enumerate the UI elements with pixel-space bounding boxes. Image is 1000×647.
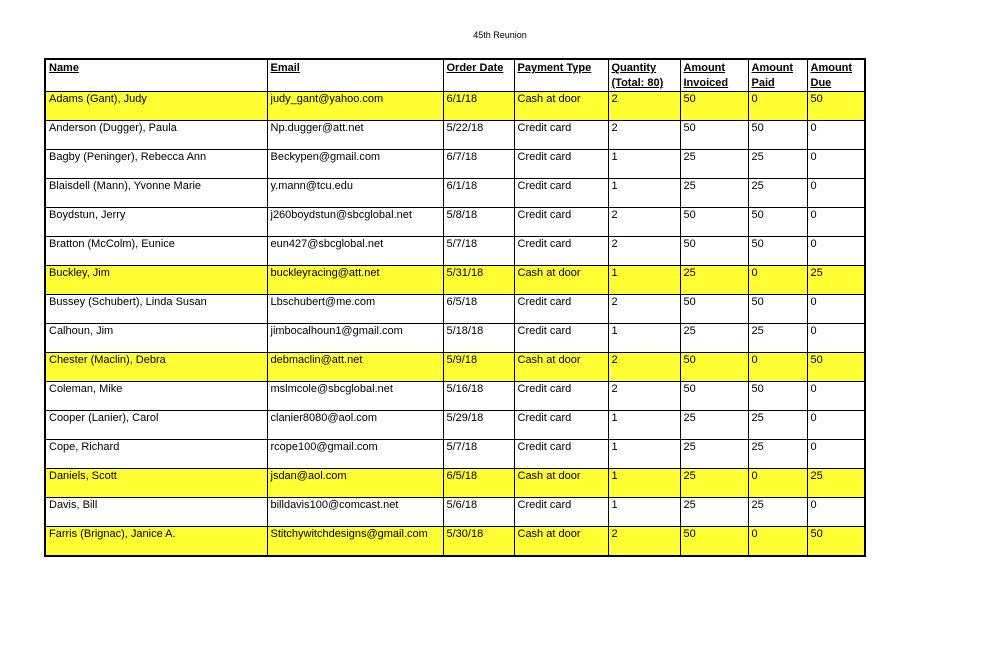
column-header-amount-due: Amount Due [807, 59, 865, 92]
amount-due-cell: 50 [807, 353, 865, 382]
name-cell: Blaisdell (Mann), Yvonne Marie [45, 179, 267, 208]
amount-invoiced-cell: 50 [680, 121, 748, 150]
page-title: 45th Reunion [473, 30, 527, 40]
order-date-cell: 6/5/18 [443, 469, 514, 498]
name-cell: Boydstun, Jerry [45, 208, 267, 237]
amount-invoiced-cell: 25 [680, 150, 748, 179]
email-cell: Beckypen@gmail.com [267, 150, 443, 179]
order-date-cell: 5/16/18 [443, 382, 514, 411]
order-date-cell: 5/31/18 [443, 266, 514, 295]
amount-paid-cell: 0 [748, 92, 807, 121]
name-cell: Calhoun, Jim [45, 324, 267, 353]
name-cell: Farris (Brignac), Janice A. [45, 527, 267, 557]
table-row [45, 266, 865, 295]
order-date-cell: 5/30/18 [443, 527, 514, 557]
amount-due-cell: 0 [807, 498, 865, 527]
amount-invoiced-cell: 50 [680, 237, 748, 266]
table-row [45, 498, 865, 527]
quantity-cell: 2 [608, 208, 680, 237]
payment-type-cell: Credit card [514, 150, 608, 179]
email-cell: j260boydstun@sbcglobal.net [267, 208, 443, 237]
amount-invoiced-cell: 25 [680, 266, 748, 295]
table-row [45, 92, 865, 121]
order-date-cell: 6/5/18 [443, 295, 514, 324]
table-row [45, 353, 865, 382]
table-row [45, 295, 865, 324]
amount-paid-cell: 25 [748, 324, 807, 353]
quantity-cell: 1 [608, 324, 680, 353]
order-date-cell: 5/8/18 [443, 208, 514, 237]
email-cell: judy_gant@yahoo.com [267, 92, 443, 121]
reunion-table [44, 58, 866, 557]
amount-invoiced-cell: 25 [680, 179, 748, 208]
order-date-cell: 5/9/18 [443, 353, 514, 382]
amount-paid-cell: 50 [748, 121, 807, 150]
email-cell: Np.dugger@att.net [267, 121, 443, 150]
amount-due-cell: 0 [807, 295, 865, 324]
amount-due-cell: 0 [807, 150, 865, 179]
table-row [45, 208, 865, 237]
table-row [45, 150, 865, 179]
payment-type-cell: Credit card [514, 295, 608, 324]
payment-type-cell: Credit card [514, 411, 608, 440]
email-cell: buckleyracing@att.net [267, 266, 443, 295]
payment-type-cell: Cash at door [514, 266, 608, 295]
table-row [45, 179, 865, 208]
payment-type-cell: Cash at door [514, 353, 608, 382]
amount-paid-cell: 0 [748, 527, 807, 557]
quantity-cell: 1 [608, 469, 680, 498]
name-cell: Chester (Maclin), Debra [45, 353, 267, 382]
email-cell: Lbschubert@me.com [267, 295, 443, 324]
table-row [45, 382, 865, 411]
header-row [45, 59, 865, 92]
quantity-cell: 2 [608, 237, 680, 266]
amount-paid-cell: 25 [748, 411, 807, 440]
column-header-payment-type: Payment Type [514, 59, 608, 92]
amount-due-cell: 0 [807, 121, 865, 150]
payment-type-cell: Cash at door [514, 527, 608, 557]
payment-type-cell: Credit card [514, 382, 608, 411]
amount-due-cell: 25 [807, 266, 865, 295]
payment-type-cell: Credit card [514, 324, 608, 353]
payment-type-cell: Credit card [514, 440, 608, 469]
amount-invoiced-cell: 50 [680, 382, 748, 411]
name-cell: Bussey (Schubert), Linda Susan [45, 295, 267, 324]
payment-type-cell: Credit card [514, 498, 608, 527]
name-cell: Anderson (Dugger), Paula [45, 121, 267, 150]
table-row [45, 440, 865, 469]
table-row [45, 469, 865, 498]
amount-invoiced-cell: 25 [680, 440, 748, 469]
amount-paid-cell: 0 [748, 353, 807, 382]
amount-due-cell: 25 [807, 469, 865, 498]
email-cell: Stitchywitchdesigns@gmail.com [267, 527, 443, 557]
payment-type-cell: Cash at door [514, 92, 608, 121]
quantity-cell: 1 [608, 150, 680, 179]
amount-paid-cell: 50 [748, 237, 807, 266]
email-cell: jsdan@aol.com [267, 469, 443, 498]
amount-due-cell: 0 [807, 179, 865, 208]
table-body [45, 92, 865, 557]
order-date-cell: 5/7/18 [443, 237, 514, 266]
order-date-cell: 5/18/18 [443, 324, 514, 353]
column-header-amount-paid: Amount Paid [748, 59, 807, 92]
amount-paid-cell: 0 [748, 469, 807, 498]
payment-type-cell: Credit card [514, 179, 608, 208]
order-date-cell: 5/22/18 [443, 121, 514, 150]
email-cell: clanier8080@aol.com [267, 411, 443, 440]
email-cell: rcope100@gmail.com [267, 440, 443, 469]
amount-invoiced-cell: 25 [680, 411, 748, 440]
amount-paid-cell: 25 [748, 179, 807, 208]
email-cell: eun427@sbcglobal.net [267, 237, 443, 266]
quantity-cell: 1 [608, 411, 680, 440]
order-date-cell: 5/7/18 [443, 440, 514, 469]
quantity-cell: 1 [608, 440, 680, 469]
quantity-cell: 2 [608, 92, 680, 121]
table-row [45, 121, 865, 150]
amount-due-cell: 0 [807, 440, 865, 469]
name-cell: Cope, Richard [45, 440, 267, 469]
amount-due-cell: 0 [807, 237, 865, 266]
amount-paid-cell: 25 [748, 440, 807, 469]
amount-due-cell: 50 [807, 92, 865, 121]
name-cell: Buckley, Jim [45, 266, 267, 295]
amount-invoiced-cell: 25 [680, 498, 748, 527]
amount-paid-cell: 50 [748, 295, 807, 324]
quantity-cell: 1 [608, 266, 680, 295]
amount-paid-cell: 0 [748, 266, 807, 295]
amount-invoiced-cell: 50 [680, 527, 748, 557]
payment-type-cell: Credit card [514, 121, 608, 150]
name-cell: Daniels, Scott [45, 469, 267, 498]
email-cell: mslmcole@sbcglobal.net [267, 382, 443, 411]
name-cell: Coleman, Mike [45, 382, 267, 411]
amount-paid-cell: 50 [748, 382, 807, 411]
column-header-order-date: Order Date [443, 59, 514, 92]
email-cell: jimbocalhoun1@gmail.com [267, 324, 443, 353]
amount-paid-cell: 50 [748, 208, 807, 237]
name-cell: Bratton (McColm), Eunice [45, 237, 267, 266]
order-date-cell: 6/1/18 [443, 179, 514, 208]
amount-due-cell: 0 [807, 208, 865, 237]
amount-due-cell: 0 [807, 382, 865, 411]
amount-invoiced-cell: 50 [680, 353, 748, 382]
column-header-quantity: Quantity (Total: 80) [608, 59, 680, 92]
order-date-cell: 6/7/18 [443, 150, 514, 179]
payment-type-cell: Cash at door [514, 469, 608, 498]
column-header-email: Email [267, 59, 443, 92]
amount-due-cell: 0 [807, 411, 865, 440]
order-date-cell: 5/29/18 [443, 411, 514, 440]
amount-invoiced-cell: 50 [680, 208, 748, 237]
quantity-cell: 1 [608, 179, 680, 208]
quantity-cell: 2 [608, 527, 680, 557]
name-cell: Bagby (Peninger), Rebecca Ann [45, 150, 267, 179]
quantity-cell: 2 [608, 382, 680, 411]
name-cell: Davis, Bill [45, 498, 267, 527]
column-header-amount-invoiced: Amount Invoiced [680, 59, 748, 92]
order-date-cell: 5/6/18 [443, 498, 514, 527]
order-date-cell: 6/1/18 [443, 92, 514, 121]
amount-invoiced-cell: 25 [680, 469, 748, 498]
amount-due-cell: 0 [807, 324, 865, 353]
name-cell: Cooper (Lanier), Carol [45, 411, 267, 440]
amount-paid-cell: 25 [748, 498, 807, 527]
payment-type-cell: Credit card [514, 237, 608, 266]
payment-type-cell: Credit card [514, 208, 608, 237]
quantity-cell: 2 [608, 295, 680, 324]
email-cell: debmaclin@att.net [267, 353, 443, 382]
quantity-cell: 2 [608, 121, 680, 150]
amount-invoiced-cell: 50 [680, 295, 748, 324]
quantity-cell: 1 [608, 498, 680, 527]
column-header-name: Name [45, 59, 267, 92]
table-row [45, 324, 865, 353]
amount-invoiced-cell: 25 [680, 324, 748, 353]
name-cell: Adams (Gant), Judy [45, 92, 267, 121]
email-cell: y.mann@tcu.edu [267, 179, 443, 208]
table-row [45, 411, 865, 440]
amount-invoiced-cell: 50 [680, 92, 748, 121]
quantity-cell: 2 [608, 353, 680, 382]
email-cell: billdavis100@comcast.net [267, 498, 443, 527]
amount-paid-cell: 25 [748, 150, 807, 179]
table-row [45, 527, 865, 557]
table-row [45, 237, 865, 266]
amount-due-cell: 50 [807, 527, 865, 557]
